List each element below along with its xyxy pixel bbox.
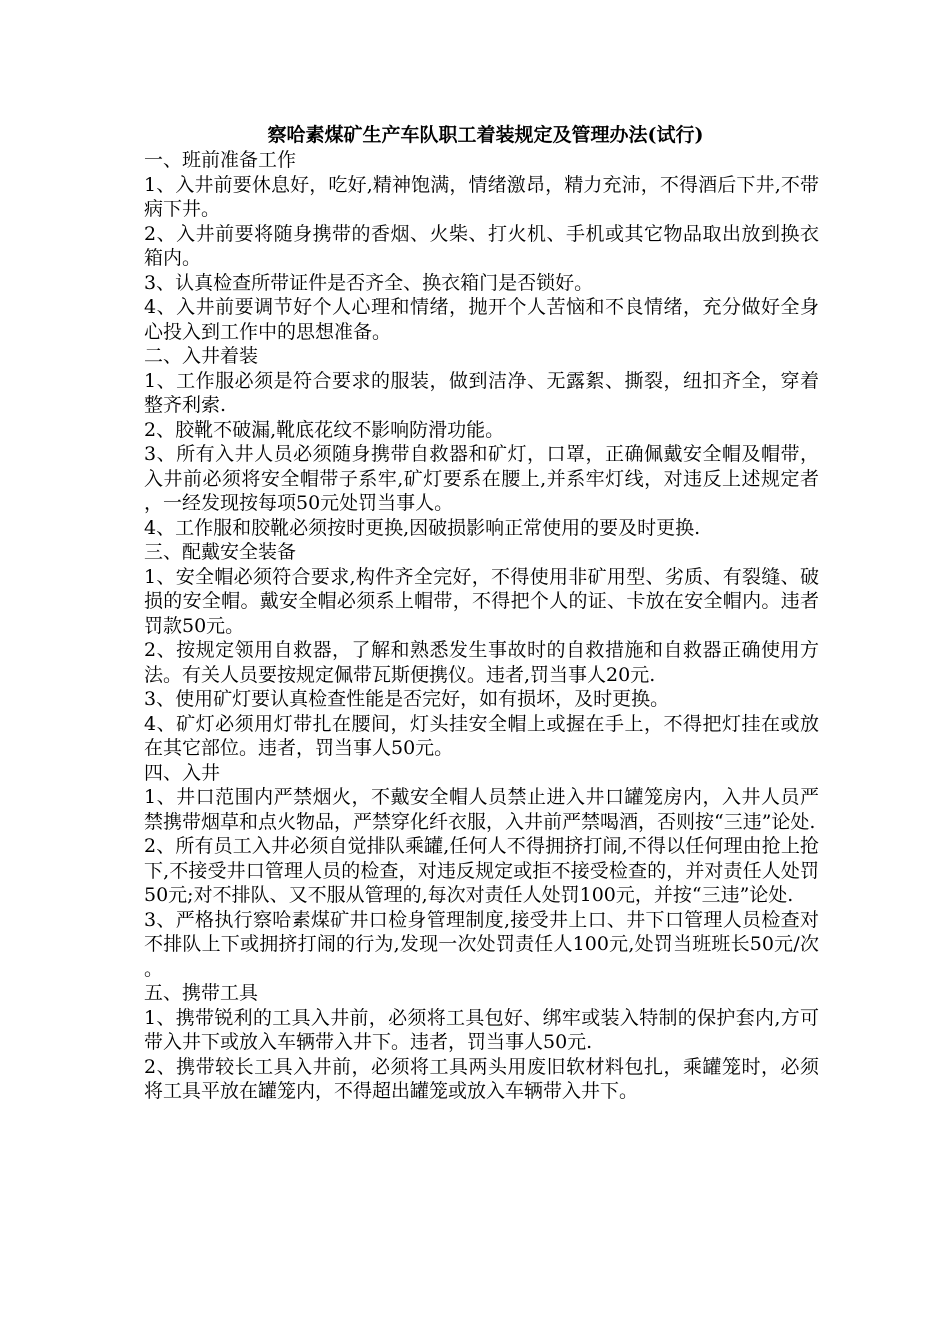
- paragraph: 1、安全帽必须符合要求,构件齐全完好，不得使用非矿用型、劣质、有裂缝、破损的安全帽。戴安全帽必须系上帽带，不得把个人的证、卡放在安全帽内。违者罚款50元。: [144, 565, 819, 637]
- paragraph: 2、按规定领用自救器，了解和熟悉发生事故时的自救措施和自救器正确使用方法。有关人员要按规定佩带瓦斯便携仪。违者,罚当事人20元.: [144, 639, 819, 686]
- paragraph: 2、胶靴不破漏,靴底花纹不影响防滑功能。: [144, 418, 505, 441]
- paragraph: 2、所有员工入井必须自觉排队乘罐,任何人不得拥挤打闹,不得以任何理由抢上抢下,不接受井口管理人员的检查，对违反规定或拒不接受检查的，并对责任人处罚50元;对不排队、又不服从管理的,每次对责任人处罚100元，并按“三违”论处.: [144, 835, 819, 906]
- paragraph: 1、工作服必须是符合要求的服装，做到洁净、无露絮、撕裂，纽扣齐全，穿着整齐利索.: [144, 369, 819, 416]
- paragraph: 3、使用矿灯要认真检查性能是否完好，如有损坏，及时更换。: [144, 688, 670, 710]
- paragraph: 3、所有入井人员必须随身携带自救器和矿灯，口罩，正确佩戴安全帽及帽带，入井前必须将安全帽带子系牢,矿灯要系在腰上,并系牢灯线，对违反上述规定者，一经发现按每项50元处罚当事人。: [144, 443, 819, 514]
- paragraph: 4、矿灯必须用灯带扎在腰间，灯头挂安全帽上或握在手上，不得把灯挂在或放在其它部位。违者，罚当事人50元。: [144, 712, 819, 759]
- section-heading: 四、入井: [144, 761, 221, 784]
- paragraph: 4、入井前要调节好个人心理和情绪，抛开个人苦恼和不良情绪，充分做好全身心投入到工作中的思想准备。: [144, 296, 819, 343]
- paragraph: 1、入井前要休息好，吃好,精神饱满，情绪激昂，精力充沛，不得酒后下井,不带病下井。: [144, 173, 819, 220]
- section-heading: 一、班前准备工作: [144, 149, 297, 171]
- paragraph: 2、入井前要将随身携带的香烟、火柴、打火机、手机或其它物品取出放到换衣箱内。: [144, 222, 819, 269]
- paragraph: 1、携带锐利的工具入井前，必须将工具包好、绑牢或装入特制的保护套内,方可带入井下或放入车辆带入井下。违者，罚当事人50元.: [144, 1006, 819, 1053]
- paragraph: 1、井口范围内严禁烟火，不戴安全帽人员禁止进入井口罐笼房内，入井人员严禁携带烟草和点火物品，严禁穿化纤衣服，入井前严禁喝酒，否则按“三违”论处.: [144, 786, 819, 833]
- section-heading: 三、配戴安全装备: [144, 541, 297, 563]
- section-heading: 二、入井着装: [144, 345, 259, 367]
- paragraph: 3、认真检查所带证件是否齐全、换衣箱门是否锁好。: [144, 271, 594, 294]
- document-title: 察哈素煤矿生产车队职工着装规定及管理办法(试行): [267, 124, 704, 146]
- section-heading: 五、携带工具: [144, 982, 259, 1004]
- paragraph: 3、严格执行察哈素煤矿井口检身管理制度,接受井上口、井下口管理人员检查对不排队上下或拥挤打闹的行为,发现一次处罚责任人100元,处罚当班班长50元/次。: [144, 908, 819, 980]
- document-page: [144, 122, 819, 1104]
- paragraph: 4、工作服和胶靴必须按时更换,因破损影响正常使用的要及时更换.: [144, 516, 701, 539]
- paragraph: 2、携带较长工具入井前，必须将工具两头用废旧软材料包扎，乘罐笼时，必须将工具平放在罐笼内，不得超出罐笼或放入车辆带入井下。: [144, 1055, 819, 1102]
